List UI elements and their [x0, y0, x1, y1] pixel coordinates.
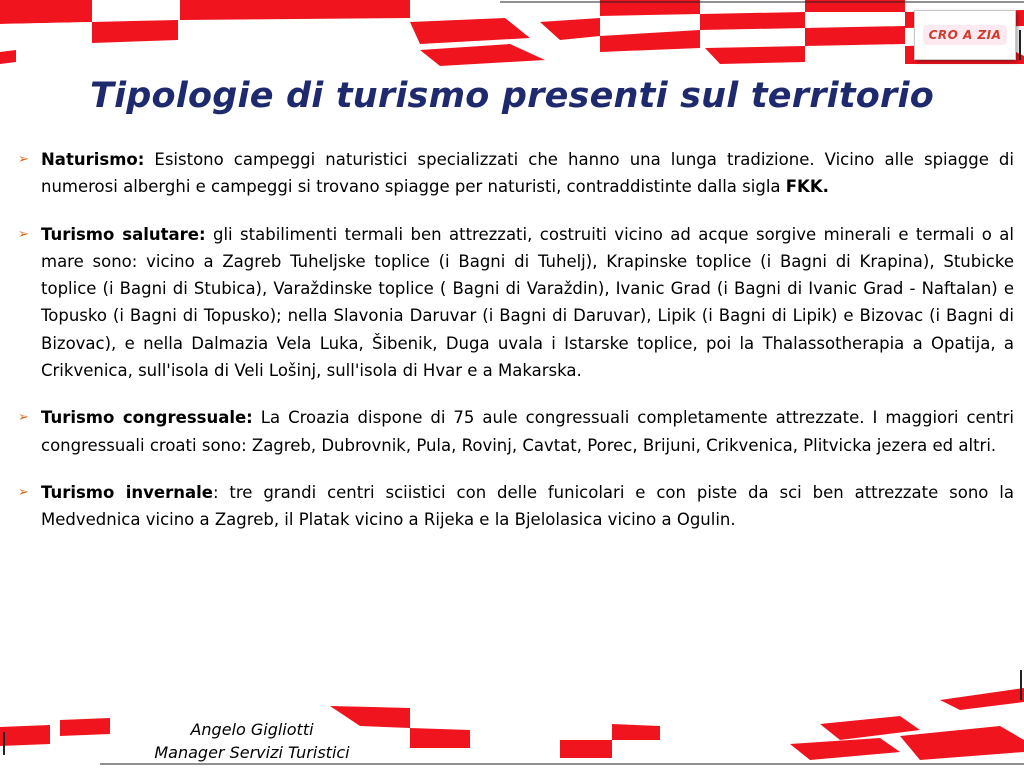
footer-author [110, 718, 394, 764]
list-item [18, 404, 1014, 459]
item-term: Turismo salutare: [41, 224, 206, 244]
footer-role: Manager Servizi Turistici [154, 743, 350, 762]
item-term: Turismo congressuale: [41, 408, 253, 428]
page-title: Tipologie di turismo presenti sul territorio [90, 76, 934, 116]
item-term: Turismo invernale [41, 482, 213, 502]
arrow-bullet-icon: ➢ [18, 226, 29, 242]
list-item [18, 479, 1014, 534]
croazia-logo [914, 10, 1016, 60]
bullet-list [18, 146, 1014, 554]
footer-name: Angelo Gigliotti [190, 720, 314, 739]
croazia-logo-text: CRO A ZIA [923, 25, 1008, 45]
item-term: Naturismo: [41, 150, 145, 169]
item-text: La Croazia dispone di 75 aule congressuali completamente attrezzate. I maggiori centri congressuali croati sono: Zagreb, Dubrovnik, Pula, Rovinj, Cavtat, Porec, Brijuni, Crikvenica, Plitvicka jezera ed altri. [41, 408, 1015, 455]
arrow-bullet-icon: ➢ [18, 484, 29, 500]
arrow-bullet-icon: ➢ [18, 410, 29, 426]
item-text: : tre grandi centri sciistici con delle funicolari e con piste da sci ben attrezzate sono la Medvednica vicino a Zagreb, il Platak vicino a Rijeka e la Bjelolasica vicino a Ogulin. [41, 482, 1014, 530]
item-text: gli stabilimenti termali ben attrezzati, costruiti vicino ad acque sorgive minerali e termali o al mare sono: vicino a Zagreb Tuheljske toplice (i Bagni di Tuhelj), Krapinske toplice (i Bagni di Krapina), Stubicke toplice (i Bagni di Stubica), Varaždinske toplice ( Bagni di Varaždin), Ivanic Grad (i Bagni di Ivanic Grad - Naftalan) e Topusko (i Bagni di Topusko); nella Slavonia Daruvar (i Bagni di Daruvar), Lipik (i Bagni di Lipik) e Bizovac (i Bagni di Bizovac), e nella Dalmazia Vela Luka, Šibenik, Duga uvala i Istarske toplice, poi la Thalassotherapia a Opatija, a Crikvenica, sull'isola di Veli Lošinj, sull'isola di Hvar e a Makarska. [41, 224, 1014, 381]
item-suffix: FKK. [785, 177, 829, 197]
list-item [18, 146, 1014, 201]
arrow-bullet-icon: ➢ [18, 152, 29, 167]
item-text: Esistono campeggi naturistici specializzati che hanno una lunga tradizione. Vicino alle spiagge di numerosi alberghi e campeggi si trovano spiagge per naturisti, contraddistinte dalla sigla [41, 150, 1014, 197]
list-item [18, 221, 1014, 385]
